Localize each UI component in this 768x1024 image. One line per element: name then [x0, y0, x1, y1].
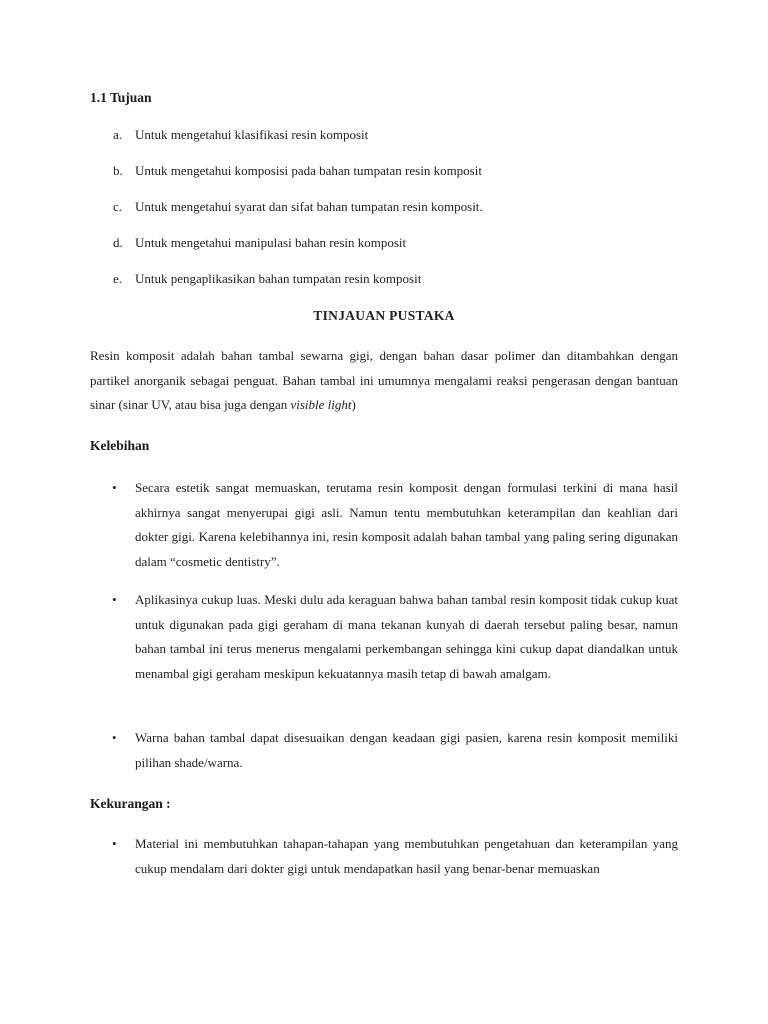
section-heading-kelebihan: Kelebihan	[90, 438, 150, 453]
list-item	[113, 127, 673, 143]
list-item-text: Untuk pengaplikasikan bahan tumpatan resin komposit	[135, 271, 422, 286]
list-marker: e.	[113, 271, 123, 286]
list-item-text: Aplikasinya cukup luas. Meski dulu ada keraguan bahwa bahan tambal resin komposit tidak cukup kuat untuk digunakan pada gigi geraham di mana tekanan kunyah di daerah tersebut paling besar, namun bahan tambal ini terus menerus mengalami perkembangan sehingga kini cukup dapat diandalkan untuk menambal gigi geraham meskipun kekuatannya masih tetap di bawah amalgam.	[135, 592, 678, 681]
section-heading-kekurangan: Kekurangan :	[90, 796, 171, 811]
list-item-text: Secara estetik sangat memuaskan, terutama resin komposit dengan formulasi terkini di mana hasil akhirnya sangat menyerupai gigi asli. Namun tentu membutuhkan keterampilan dan keahlian dari dokter gigi. Karena kelebihannya ini, resin komposit adalah bahan tambal yang paling sering digunakan dalam “cosmetic dentistry”.	[135, 480, 678, 569]
intro-text-end: )	[351, 397, 356, 412]
list-marker: d.	[113, 235, 123, 250]
list-item	[113, 199, 673, 215]
list-item	[112, 476, 678, 574]
list-item	[113, 163, 673, 179]
list-item-text: Untuk mengetahui klasifikasi resin komposit	[135, 127, 369, 142]
list-item	[112, 588, 678, 686]
list-item-text: Material ini membutuhkan tahapan-tahapan yang membutuhkan pengetahuan dan keterampilan yang cukup mendalam dari dokter gigi untuk mendapatkan hasil yang benar-benar memuaskan	[135, 836, 678, 876]
bullet-marker: •	[112, 730, 117, 745]
list-marker: a.	[113, 127, 123, 142]
intro-italic-term: visible light	[290, 397, 352, 412]
bullet-marker: •	[112, 592, 117, 607]
bullet-marker: •	[112, 836, 117, 851]
list-item-text: Untuk mengetahui komposisi pada bahan tumpatan resin komposit	[135, 163, 482, 178]
bullet-marker: •	[112, 480, 117, 495]
list-item-text: Untuk mengetahui manipulasi bahan resin komposit	[135, 235, 407, 250]
intro-paragraph	[90, 344, 678, 418]
list-item	[113, 235, 673, 251]
list-marker: b.	[113, 163, 123, 178]
list-marker: c.	[113, 199, 123, 214]
section-title-tinjauan-pustaka: TINJAUAN PUSTAKA	[313, 308, 455, 323]
list-item-text: Untuk mengetahui syarat dan sifat bahan tumpatan resin komposit.	[135, 199, 483, 214]
intro-text: Resin komposit adalah bahan tambal sewarna gigi, dengan bahan dasar polimer dan ditambahkan dengan partikel anorganik sebagai penguat. Bahan tambal ini umumnya mengalami reaksi pengerasan dengan bantuan sinar (sinar UV, atau bisa juga dengan	[90, 348, 678, 412]
list-item	[112, 832, 678, 881]
list-item	[113, 271, 673, 287]
list-item-text: Warna bahan tambal dapat disesuaikan dengan keadaan gigi pasien, karena resin komposit memiliki pilihan shade/warna.	[135, 730, 678, 770]
section-heading-tujuan: 1.1 Tujuan	[90, 90, 152, 105]
list-item	[112, 726, 678, 775]
